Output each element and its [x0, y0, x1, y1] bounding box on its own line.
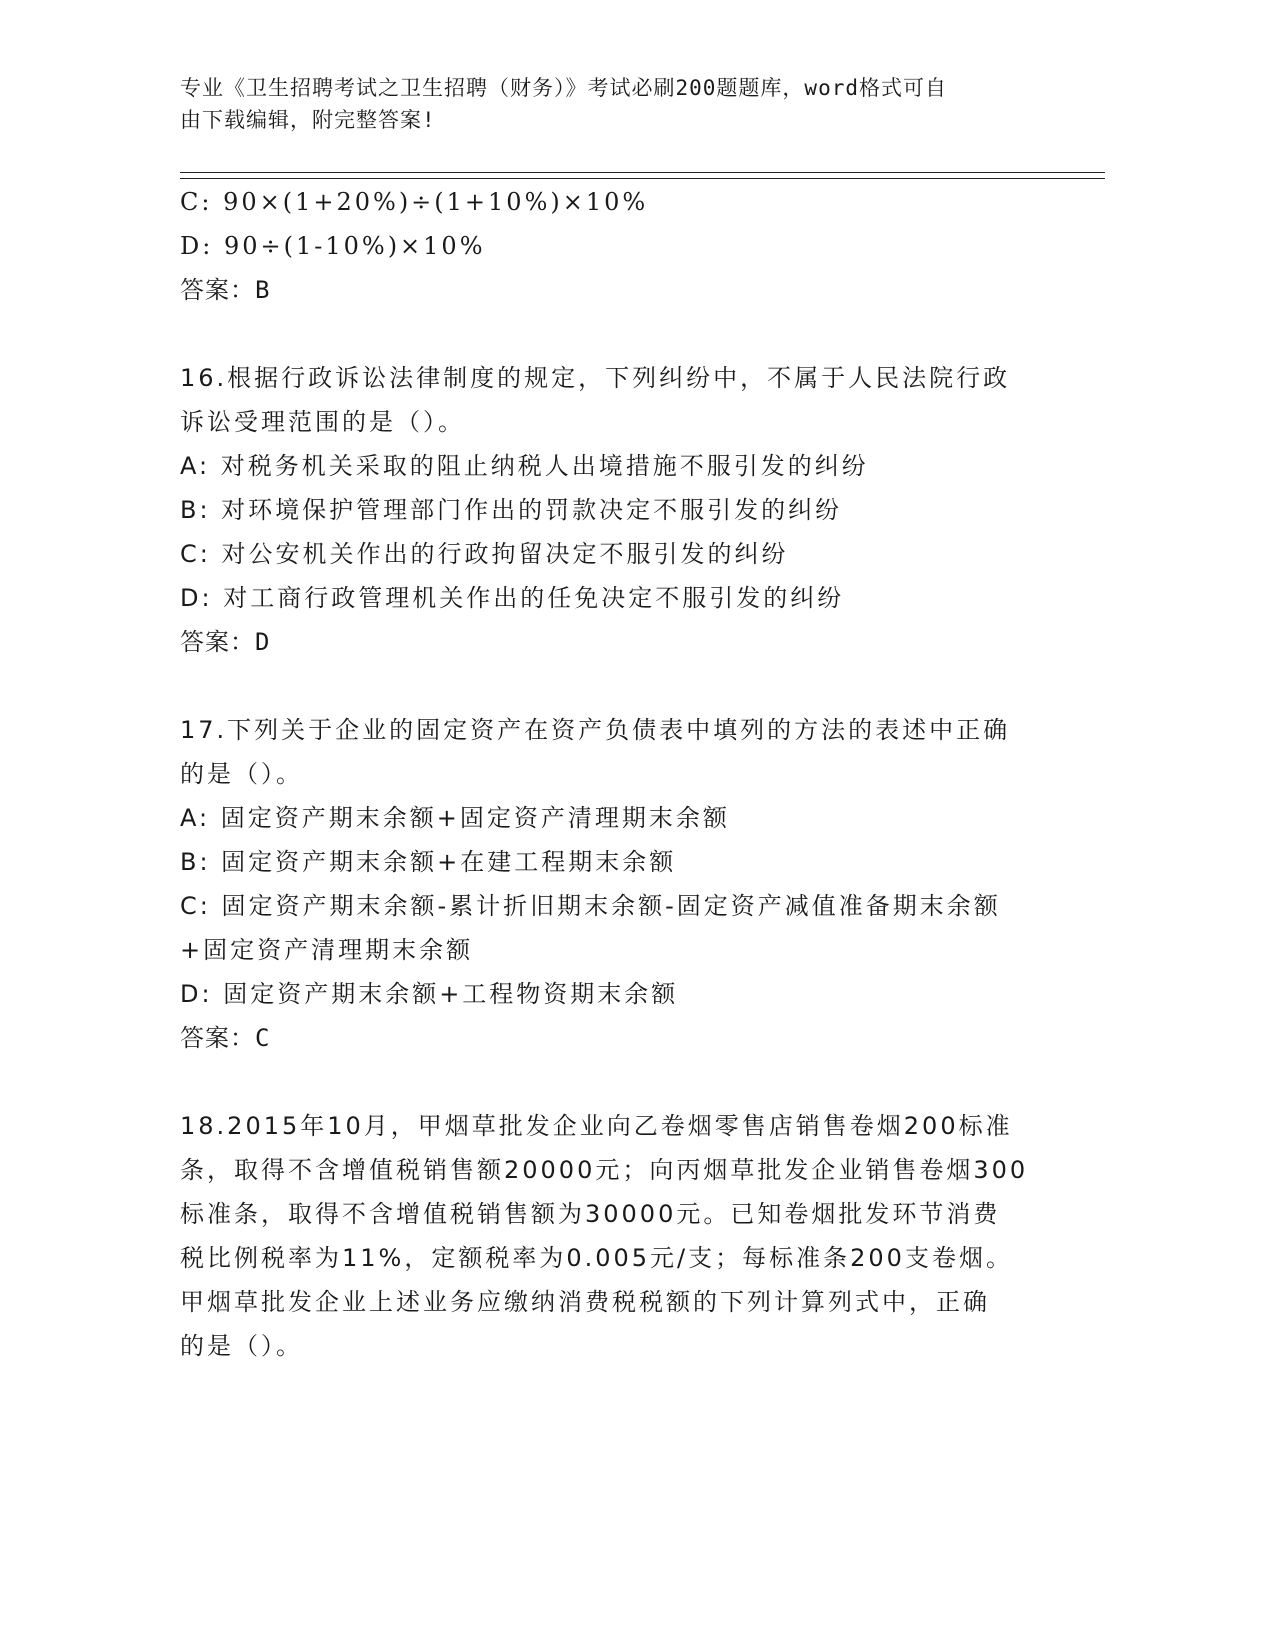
q16-option-b: B: 对环境保护管理部门作出的罚款决定不服引发的纠纷 [180, 496, 843, 524]
header-divider-bottom [180, 178, 1105, 179]
spacer [180, 312, 1080, 356]
q16-option-c: C: 对公安机关作出的行政拘留决定不服引发的纠纷 [180, 540, 789, 568]
document-body [180, 180, 1080, 1368]
question-17 [180, 708, 1080, 1060]
question-18 [180, 1104, 1080, 1368]
q18-stem-line-2: 条，取得不含增值税销售额20000元；向丙烟草批发企业销售卷烟300 [180, 1156, 1029, 1184]
q16-stem-line-1: 16.根据行政诉讼法律制度的规定，下列纠纷中，不属于人民法院行政 [180, 364, 1011, 392]
q16-stem-line-2: 诉讼受理范围的是（）。 [180, 408, 465, 436]
document-header [180, 72, 1040, 136]
spacer [180, 1060, 1080, 1104]
q17-option-a: A: 固定资产期末余额+固定资产清理期末余额 [180, 804, 730, 832]
q18-stem-line-3: 标准条，取得不含增值税销售额为30000元。已知卷烟批发环节消费 [180, 1200, 1001, 1228]
q17-answer: 答案：C [180, 1024, 271, 1052]
q16-option-a: A: 对税务机关采取的阻止纳税人出境措施不服引发的纠纷 [180, 452, 869, 480]
q17-option-d: D: 固定资产期末余额+工程物资期末余额 [180, 980, 679, 1008]
q18-stem-line-1: 18.2015年10月，甲烟草批发企业向乙卷烟零售店销售卷烟200标准 [180, 1112, 1013, 1140]
q17-stem-line-2: 的是（）。 [180, 760, 303, 788]
question-16 [180, 356, 1080, 664]
q18-stem-line-4: 税比例税率为11%，定额税率为0.005元/支；每标准条200支卷烟。 [180, 1244, 1013, 1272]
q15-option-d: D: 90÷(1-10%)×10% [180, 232, 486, 260]
q17-stem-line-1: 17.下列关于企业的固定资产在资产负债表中填列的方法的表述中正确 [180, 716, 1011, 744]
question-15 [180, 180, 1080, 312]
q17-option-c-line-2: +固定资产清理期末余额 [180, 936, 474, 964]
q16-answer: 答案：D [180, 628, 271, 656]
q18-stem-line-5: 甲烟草批发企业上述业务应缴纳消费税税额的下列计算列式中，正确 [180, 1288, 990, 1316]
q15-answer: 答案：B [180, 276, 271, 304]
q17-option-b: B: 固定资产期末余额+在建工程期末余额 [180, 848, 677, 876]
spacer [180, 664, 1080, 708]
q16-option-d: D: 对工商行政管理机关作出的任免决定不服引发的纠纷 [180, 584, 845, 612]
header-line-1: 专业《卫生招聘考试之卫生招聘（财务）》考试必刷200题题库，word格式可自 [180, 76, 947, 100]
header-line-2: 由下载编辑，附完整答案! [180, 108, 436, 132]
q17-option-c-line-1: C: 固定资产期末余额-累计折旧期末余额-固定资产减值准备期末余额 [180, 892, 1001, 920]
q18-stem-line-6: 的是（）。 [180, 1332, 303, 1360]
header-divider-top [180, 172, 1105, 173]
q15-option-c: C: 90×(1+20%)÷(1+10%)×10% [180, 188, 649, 216]
